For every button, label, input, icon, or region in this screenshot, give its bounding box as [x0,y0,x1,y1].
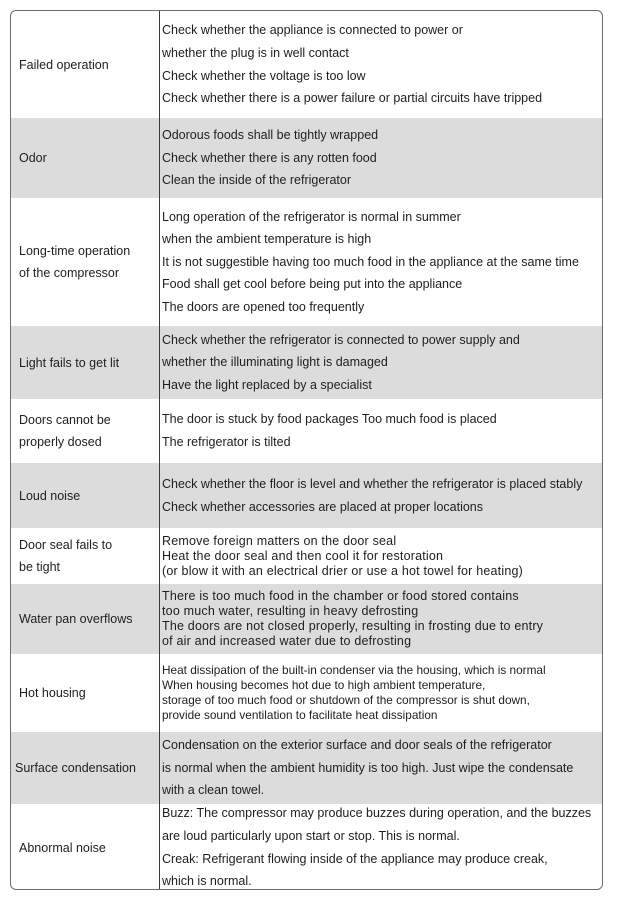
solution-line: There is too much food in the chamber or food stored contains [162,589,519,603]
problem-text: be tight [19,560,61,574]
problem-text: Surface condensation [15,761,136,775]
solution-line: of air and increased water due to defrosting [162,634,412,648]
solution-line: Check whether the refrigerator is connected to power supply and [162,332,520,347]
solution-line: Buzz: The compressor may produce buzzes during operation, and the buzzes [162,806,592,821]
solution-line: It is not suggestible having too much food in the appliance at the same time [162,254,579,269]
solution-cell [162,11,602,118]
table-row [11,118,602,198]
problem-text: of the compressor [19,266,120,280]
problem-cell [19,118,164,198]
problem-text: Abnormal noise [19,840,106,855]
solution-line: Heat dissipation of the built-in condenser via the housing, which is normal [162,663,546,677]
solution-cell [162,528,602,584]
solution-line: Condensation on the exterior surface and door seals of the refrigerator [162,738,552,753]
solution-line: The door is stuck by food packages Too much food is placed [162,412,497,427]
solution-line: with a clean towel. [162,783,265,798]
solution-cell [162,804,602,890]
solution-line: Check whether the voltage is too low [162,68,366,83]
solution-line: whether the plug is in well contact [162,45,349,60]
table-row [11,654,602,732]
column-divider [159,11,160,889]
solution-line: Clean the inside of the refrigerator [162,173,351,188]
problem-cell [15,732,165,804]
problem-cell [19,584,164,654]
solution-line: The doors are opened too frequently [162,299,365,314]
solution-line: Check whether there is a power failure or partial circuits have tripped [162,91,543,106]
table-row [11,198,602,326]
problem-text: Loud noise [19,488,81,503]
solution-line: The refrigerator is tilted [162,435,291,449]
problem-cell [19,198,164,326]
table-row [11,804,602,890]
problem-cell [19,11,164,118]
problem-cell [19,804,164,890]
problem-text: Hot housing [19,686,86,700]
solution-line: (or blow it with an electrical drier or use a hot towel for heating) [162,563,523,578]
solution-line: Creak: Refrigerant flowing inside of the appliance may produce creak, [162,851,548,866]
problem-text: Door seal fails to [19,538,113,552]
problem-cell [19,463,164,528]
table-row [11,326,602,399]
solution-cell [162,654,602,732]
table-row [11,528,602,584]
solution-line: are loud particularly upon start or stop. This is normal. [162,828,460,843]
solution-line: When housing becomes hot due to high ambient temperature, [162,678,486,692]
solution-cell [162,326,602,399]
solution-line: Heat the door seal and then cool it for restoration [162,548,444,563]
solution-line: storage of too much food or shutdown of the compressor is shut down, [162,693,530,707]
solution-cell [162,118,602,198]
table-row [11,584,602,654]
solution-cell [162,584,602,654]
solution-line: Odorous foods shall be tightly wrapped [162,128,379,143]
problem-text: Odor [19,151,47,165]
table-row [11,399,602,463]
solution-line: Check whether the floor is level and whether the refrigerator is placed stably [162,476,583,491]
solution-cell [162,198,602,326]
problem-cell [19,528,164,584]
solution-line: Long operation of the refrigerator is normal in summer [162,209,461,224]
troubleshooting-table [10,10,603,890]
solution-cell [162,399,602,463]
problem-text: Doors cannot be [19,413,111,427]
solution-line: which is normal. [162,874,252,889]
solution-line: Have the light replaced by a specialist [162,377,372,392]
table-row [11,732,602,804]
problem-text: Light fails to get lit [19,355,120,370]
problem-cell [19,399,164,463]
problem-cell [19,326,164,399]
table-row [11,463,602,528]
problem-text: Long-time operation [19,244,131,258]
solution-line: The doors are not closed properly, resulting in frosting due to entry [162,619,544,633]
solution-line: Check whether accessories are placed at proper locations [162,499,484,514]
solution-line: whether the illuminating light is damaged [162,355,388,370]
problem-text: Water pan overflows [19,612,133,626]
solution-line: Check whether the appliance is connected to power or [162,23,463,38]
solution-line: provide sound ventilation to facilitate heat dissipation [162,708,438,722]
problem-cell [19,654,164,732]
solution-line: is normal when the ambient humidity is too high. Just wipe the condensate [162,760,574,775]
solution-line: Remove foreign matters on the door seal [162,533,397,548]
solution-cell [162,463,602,528]
table-row [11,11,602,118]
problem-text: properly dosed [19,435,102,449]
solution-line: Check whether there is any rotten food [162,150,377,165]
problem-text: Failed operation [19,57,109,72]
solution-line: when the ambient temperature is high [162,232,372,247]
solution-line: too much water, resulting in heavy defrosting [162,604,419,618]
solution-line: Food shall get cool before being put into the appliance [162,277,463,292]
solution-cell [162,732,602,804]
